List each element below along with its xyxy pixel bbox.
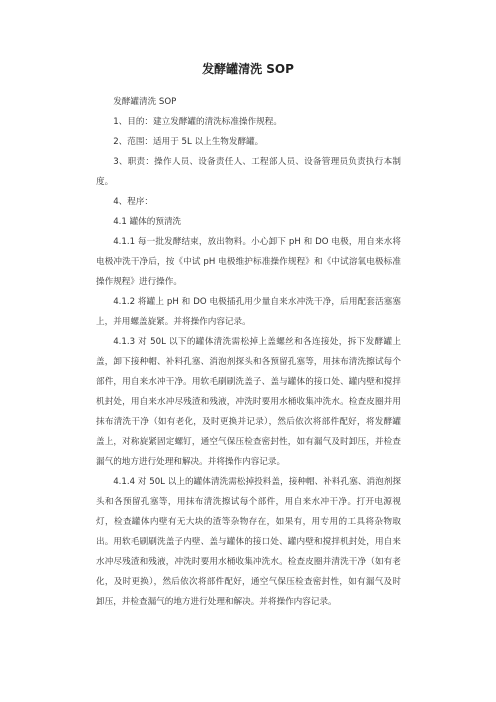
paragraph-subtitle: 发酵罐清洗 SOP: [113, 97, 177, 107]
paragraph-responsibility: 3、职责：操作人员、设备责任人、工程部人员、设备管理员负责执行本制度。: [96, 157, 401, 187]
section-heading-4-1: 4.1 罐体的预清洗: [113, 217, 182, 227]
paragraph-purpose: 1、目的：建立发酵罐的清洗标准操作规程。: [113, 117, 282, 127]
paragraph-procedure: 4、程序：: [113, 197, 154, 207]
paragraph-4-1-2: 4.1.2 将罐上 pH 和 DO 电极插孔用少量自来水冲洗干净，后用配套活塞塞上，并用螺盖旋紧。并将操作内容记录。: [96, 297, 401, 327]
paragraph-4-1-1: 4.1.1 每一批发酵结束，放出物料。小心卸下 pH 和 DO 电极，用自来水将电极冲洗干净后，按《中试 pH 电极维护标准操作规程》和《中试溶氧电极标准操作规程》进行操作。: [96, 237, 401, 287]
paragraph-scope: 2、范围：适用于 5L 以上生物发酵罐。: [113, 137, 264, 147]
document-title: 发酵罐清洗 SOP: [202, 62, 294, 76]
paragraph-4-1-3: 4.1.3 对 50L 以下的罐体清洗需松掉上盖螺丝和各连接处，拆下发酵罐上盖，卸下接种帽、补料孔塞、消泡剂探头和各预留孔塞等，用抹布清洗擦试每个部件，用自来水冲干净。用软毛刷刷洗盖子、盖与罐体的接口处、罐内壁和搅拌机封处，用自来水冲尽残渣和残液，冲洗时要用水桶收集冲洗水。检查皮圈并用抹布清洗干净（如有老化，及时更换并记录），然后依次将部件配好，将发酵罐盖上，对称旋紧固定螺钉，通空气保压检查密封性，如有漏气及时卸压，并检查漏气的地方进行处理和解决。并将操作内容记录。: [96, 337, 401, 467]
document-body: [96, 92, 401, 612]
paragraph-4-1-4: 4.1.4 对 50L 以上的罐体清洗需松掉投料盖，接种帽、补料孔塞、消泡剂探头和各预留孔塞等，用抹布清洗擦试每个部件，用自来水冲干净。打开电源视灯，检查罐体内壁有无大块的渣等杂物存在，如果有，用专用的工具将杂物取出。用软毛刷刷洗盖子内壁、盖与罐体的接口处、罐内壁和搅拌机封处，用自来水冲尽残渣和残液，冲洗时要用水桶收集冲洗水。检查皮圈并清洗干净（如有老化，及时更换），然后依次将部件配好，通空气保压检查密封性，如有漏气及时卸压，并检查漏气的地方进行处理和解决。并将操作内容记录。: [96, 477, 401, 607]
